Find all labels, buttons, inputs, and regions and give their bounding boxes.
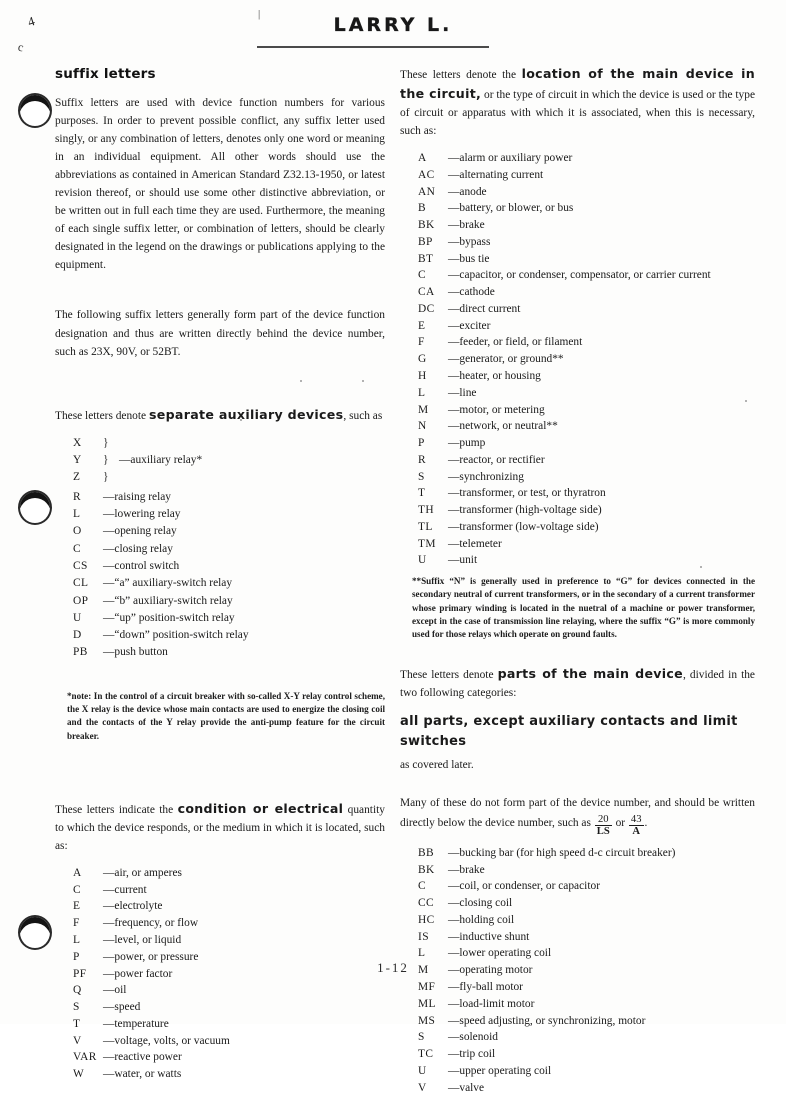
fraction-denominator: A (629, 825, 644, 837)
item-key: F (418, 336, 425, 349)
item-key: BT (418, 252, 434, 265)
item-value: —“down” position-switch relay (103, 629, 249, 642)
item-value: —telemeter (448, 537, 502, 550)
list-item (418, 469, 755, 486)
item-key: L (418, 947, 426, 960)
item-key: BB (418, 846, 434, 859)
item-key: D (73, 629, 82, 642)
list-item (418, 234, 755, 251)
list-item (73, 452, 385, 469)
item-value: —“a” auxiliary-switch relay (103, 577, 233, 590)
list-item (418, 452, 755, 469)
list-item (418, 301, 755, 318)
item-key: E (73, 900, 81, 913)
list-item (73, 523, 385, 540)
item-value: —electrolyte (103, 900, 163, 913)
page-footer (0, 960, 786, 976)
item-key: S (73, 1001, 80, 1014)
item-value: —closing coil (448, 897, 513, 910)
item-value: —lowering relay (103, 507, 181, 520)
brace-group-xyz (55, 435, 385, 487)
item-key: DC (418, 302, 435, 315)
list-item (418, 368, 755, 385)
list-item (418, 878, 755, 895)
list-item (418, 912, 755, 929)
item-value: —transformer, or test, or thyratron (448, 487, 606, 500)
hole-punch-icon (18, 93, 52, 128)
item-key: TH (418, 504, 434, 517)
item-key: CA (418, 286, 435, 299)
list-item (418, 200, 755, 217)
list-item (418, 979, 755, 996)
item-value: —air, or amperes (103, 866, 182, 879)
item-value: —current (103, 883, 147, 896)
lead-text-pre: These letters indicate the (55, 803, 178, 816)
list-item (73, 489, 385, 506)
list-item (418, 895, 755, 912)
fraction-denominator: LS (596, 825, 610, 837)
list-item (418, 502, 755, 519)
fraction-numerator: 20 (597, 813, 609, 825)
item-key: R (73, 490, 81, 503)
item-key: ML (418, 997, 436, 1010)
item-value: —direct current (448, 302, 521, 315)
item-key: Z (73, 471, 80, 484)
item-key: M (418, 403, 429, 416)
header-divider (257, 46, 489, 48)
item-key: PB (73, 646, 88, 659)
item-key: S (418, 470, 425, 483)
item-key: CS (73, 559, 88, 572)
item-key: TM (418, 537, 436, 550)
list-item (418, 184, 755, 201)
lead-text-bold: condition or electrical (177, 800, 344, 816)
item-key: P (418, 437, 425, 450)
margin-scribble-secondary: c (16, 39, 25, 55)
item-key: BK (418, 219, 435, 232)
list-item (418, 284, 755, 301)
list-item (418, 418, 755, 435)
item-value: —raising relay (103, 490, 172, 503)
item-key: R (418, 453, 426, 466)
item-key: B (418, 202, 426, 215)
list-item (73, 932, 385, 949)
item-key: CC (418, 897, 434, 910)
item-value: —synchronizing (448, 470, 524, 483)
item-value: —coil, or condenser, or capacitor (448, 880, 600, 893)
hole-punch-icon (18, 915, 52, 950)
item-key: PF (73, 967, 87, 980)
list-item (73, 898, 385, 915)
item-value: —lower operating coil (448, 947, 552, 960)
item-value: —battery, or blower, or bus (448, 202, 574, 215)
item-key: N (418, 420, 427, 433)
item-key: TL (418, 520, 433, 533)
item-value: —control switch (103, 559, 180, 572)
item-value: —temperature (103, 1017, 169, 1030)
list-item (73, 999, 385, 1016)
category-heading (400, 712, 755, 753)
item-key: A (73, 866, 82, 879)
margin-tick-mark: | (258, 8, 261, 20)
item-key: L (73, 507, 81, 520)
lead-text-bold: parts of the main device (497, 665, 684, 681)
section-heading-suffix-letters: suffix letters (55, 66, 156, 82)
item-value: —bypass (448, 235, 491, 248)
item-value: —“up” position-switch relay (103, 611, 235, 624)
item-value: —network, or neutral** (448, 420, 558, 433)
item-value: —generator, or ground** (448, 353, 564, 366)
item-key: VAR (73, 1051, 97, 1064)
item-key: Q (73, 984, 82, 997)
item-value: —anode (448, 185, 487, 198)
list-item (73, 541, 385, 558)
item-key: S (418, 1031, 425, 1044)
following-suffix-paragraph: The following suffix letters generally form part of the device function designation and thus are written directly behind the device number, such as 23X, 90V, or 52BT. (55, 309, 385, 358)
item-value: —pump (448, 437, 486, 450)
item-key: C (418, 269, 426, 282)
item-key: E (418, 319, 426, 332)
page-number: 1-12 (377, 960, 409, 975)
item-value: —speed (103, 1001, 141, 1014)
brace-bottom-icon: } (103, 471, 109, 484)
list-item (418, 1063, 755, 1080)
item-key: HC (418, 913, 435, 926)
item-key: MS (418, 1014, 436, 1027)
item-key: AN (418, 185, 436, 198)
item-value: —brake (448, 863, 485, 876)
item-value: —transformer (high-voltage side) (448, 504, 602, 517)
location-main-device-lead (400, 64, 755, 140)
lead-text-pre: These letters denote (400, 668, 498, 681)
item-key: BK (418, 863, 435, 876)
item-key: M (418, 964, 429, 977)
item-key: W (73, 1068, 85, 1081)
list-item (418, 217, 755, 234)
list-item (73, 982, 385, 999)
list-item (73, 644, 385, 661)
item-key: A (418, 152, 427, 165)
many-text-pre: Many of these do not form part of the device number, and should be written directly below the device number, such as (400, 796, 755, 829)
item-key: TC (418, 1048, 434, 1061)
list-item (418, 862, 755, 879)
list-item (73, 1016, 385, 1033)
item-value: —bus tie (448, 252, 490, 265)
lead-text-post: quantity to which the device responds, or the medium in which it is located, such as: (55, 803, 385, 852)
item-value: —motor, or metering (448, 403, 545, 416)
item-value: —level, or liquid (103, 933, 182, 946)
footnote-x-y-relay: *note: In the control of a circuit breaker with so-called X-Y relay control scheme, the X relay is the device whose main contacts are used to energize the closing coil and the contacts of the Y relay provide the anti-pump feature for the circuit breaker. (67, 690, 385, 741)
list-item (418, 351, 755, 368)
hole-punch-icon (18, 490, 52, 525)
item-value: —upper operating coil (448, 1064, 552, 1077)
item-key: T (418, 487, 426, 500)
item-key: C (418, 880, 426, 893)
item-value: —water, or watts (103, 1068, 182, 1081)
list-item (418, 385, 755, 402)
list-item (418, 996, 755, 1013)
right-column (400, 64, 755, 1096)
item-value: —fly-ball motor (448, 981, 523, 993)
many-text-post: . (644, 816, 648, 829)
item-value: —heater, or housing (448, 370, 541, 383)
item-value: —oil (103, 984, 127, 997)
list-item (73, 469, 385, 486)
item-key: X (73, 436, 82, 449)
list-item (73, 506, 385, 523)
item-key: C (73, 542, 81, 555)
margin-scribble: 4 (25, 13, 36, 30)
auxiliary-devices-list (55, 489, 385, 662)
item-value: —reactor, or rectifier (448, 453, 545, 466)
item-value: —operating motor (448, 964, 533, 977)
list-item (418, 519, 755, 536)
item-key: BP (418, 235, 433, 248)
list-item (418, 845, 755, 862)
category-heading-text: all parts, except auxiliary contacts and limit switches (400, 713, 738, 750)
item-value: —bucking bar (for high speed d-c circuit breaker) (448, 846, 676, 859)
item-value: —reactive power (103, 1051, 182, 1064)
item-value: —valve (448, 1081, 485, 1094)
item-key: AC (418, 168, 435, 181)
location-letters-list (400, 150, 755, 569)
list-item (73, 915, 385, 932)
fraction-43-a (629, 814, 644, 837)
list-item (73, 865, 385, 882)
item-value: —alternating current (448, 168, 544, 181)
lead-text-post: , divided in the two following categories: (400, 668, 755, 699)
item-value: —exciter (448, 319, 491, 332)
item-key: OP (73, 594, 89, 607)
many-text-mid: or (612, 816, 628, 829)
item-value: —opening relay (103, 525, 177, 538)
item-value: —cathode (448, 286, 495, 299)
list-item (418, 1013, 755, 1030)
many-of-these-paragraph (400, 794, 755, 835)
list-item (73, 575, 385, 592)
item-value: —line (448, 386, 477, 399)
list-item (418, 318, 755, 335)
item-value: —power factor (103, 967, 173, 980)
item-value: —feeder, or field, or filament (448, 336, 583, 349)
item-value: —inductive shunt (448, 930, 530, 943)
item-value: —auxiliary relay* (119, 453, 203, 466)
item-value: —power, or pressure (103, 950, 199, 963)
list-item (73, 593, 385, 610)
lead-text-post: or the type of circuit in which the device is used or the type of circuit or apparatus with which it is associated, when this is necessary, such as: (400, 89, 755, 138)
document-header (0, 14, 786, 36)
item-value: —holding coil (448, 913, 515, 926)
fraction-20-ls (595, 814, 612, 837)
item-value: —alarm or auxiliary power (448, 152, 573, 165)
item-value: —push button (103, 646, 168, 659)
list-item (418, 1080, 755, 1096)
item-key: O (73, 525, 82, 538)
list-item (418, 1046, 755, 1063)
list-item (418, 334, 755, 351)
list-item (418, 402, 755, 419)
list-item (418, 150, 755, 167)
list-item (73, 627, 385, 644)
item-value: —“b” auxiliary-switch relay (103, 594, 233, 607)
item-key: V (418, 1081, 427, 1094)
item-key: L (73, 933, 81, 946)
item-key: T (73, 1017, 81, 1030)
list-item (73, 558, 385, 575)
item-value: —voltage, volts, or vacuum (103, 1034, 230, 1047)
left-column (55, 64, 385, 1083)
category-subtext: as covered later. (400, 758, 474, 771)
item-key: IS (418, 930, 429, 943)
list-item (418, 1029, 755, 1046)
list-item (418, 267, 755, 284)
item-key: P (73, 950, 80, 963)
item-key: Y (73, 453, 82, 466)
list-item (73, 882, 385, 899)
list-item (73, 610, 385, 627)
item-key: F (73, 917, 80, 930)
item-value: —brake (448, 219, 485, 232)
item-key: U (73, 611, 82, 624)
item-value: —capacitor, or condenser, compensator, or carrier current (448, 269, 711, 282)
list-item (418, 251, 755, 268)
list-item (418, 435, 755, 452)
fraction-numerator: 43 (630, 813, 642, 825)
list-item (418, 167, 755, 184)
lead-text-bold: separate auxiliary devices (148, 406, 344, 422)
item-key: CL (73, 577, 89, 590)
item-key: U (418, 1064, 427, 1077)
item-key: V (73, 1034, 82, 1047)
list-item (73, 1049, 385, 1066)
condition-electrical-lead (55, 799, 385, 855)
lead-text-pre: These letters denote (55, 409, 149, 422)
brace-mid-icon: } (103, 453, 109, 466)
item-value: —load-limit motor (448, 997, 535, 1010)
item-key: MF (418, 981, 436, 993)
item-value: —unit (448, 554, 478, 567)
brace-top-icon: } (103, 436, 109, 449)
footnote-suffix-n: **Suffix “N” is generally used in preference to “G” for devices connected in the secondary neutral of current transformers, or in the secondary of a current transformer whose primary winding is located in the nuetral of a machine or power transformer, except in the case of transmission line relaying, where the suffix “G” is more commonly used for those relays which operate on ground faults. (412, 576, 755, 640)
parts-main-device-lead (400, 664, 755, 702)
item-value: —transformer (low-voltage side) (448, 520, 599, 533)
list-item (73, 1033, 385, 1050)
item-key: U (418, 554, 427, 567)
item-value: —speed adjusting, or synchronizing, motor (448, 1014, 646, 1027)
list-item (418, 552, 755, 569)
lead-text-bold: location of the main device in the circuit, (400, 66, 755, 102)
intro-paragraph: Suffix letters are used with device function numbers for various purposes. In order to prevent possible conflict, any suffix letter used singly, or any combination of letters, denotes only one word or meaning in an individual equipment. All other words should use the abbreviations as contained in American Standard Z32.13-1950, or latest revision thereof, or should use some other distinctive abbreviation, or be written out in full each time they are used. Furthermore, the meaning of each single suffix letter, or combination of letters, should be clearly designated in the legend on the drawings or publications applying to the equipment. (55, 97, 385, 272)
list-item (418, 929, 755, 946)
item-value: —frequency, or flow (103, 917, 199, 930)
list-item (418, 536, 755, 553)
lead-text-post: , such as (343, 409, 383, 422)
item-value: —closing relay (103, 542, 173, 555)
item-key: H (418, 370, 427, 383)
lead-text-pre: These letters denote the (400, 69, 522, 81)
list-item (73, 435, 385, 452)
item-value: —solenoid (448, 1031, 498, 1044)
page-title: LARRY L. (333, 14, 453, 36)
item-key: L (418, 386, 426, 399)
list-item (73, 1066, 385, 1083)
item-key: C (73, 883, 81, 896)
separate-auxiliary-devices-lead (55, 405, 385, 425)
list-item (418, 485, 755, 502)
item-key: G (418, 353, 427, 366)
item-value: —trip coil (448, 1048, 496, 1061)
